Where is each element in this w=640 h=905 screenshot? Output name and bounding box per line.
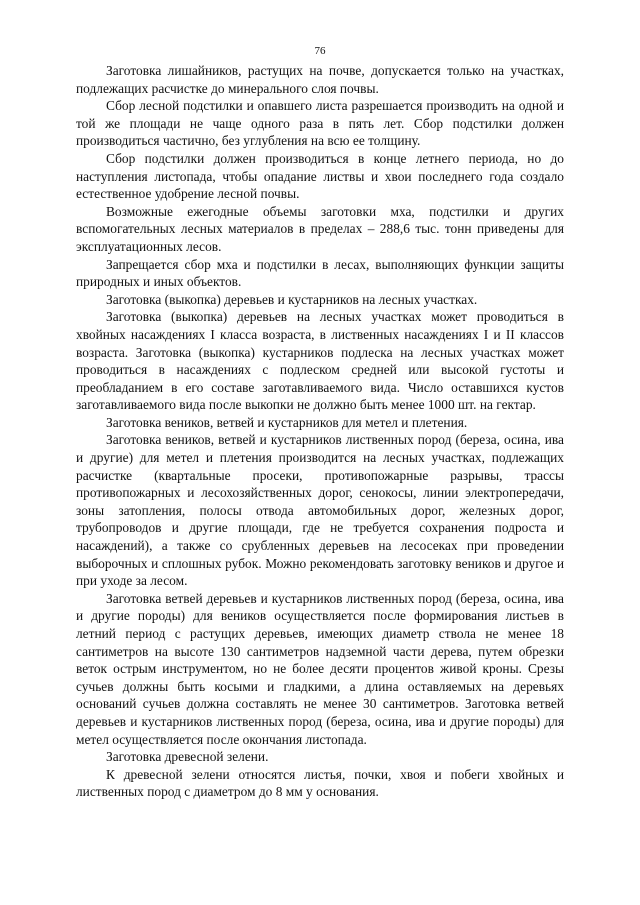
paragraph-branches-rules: Заготовка ветвей деревьев и кустарников лиственных пород (береза, осина, ива и другие породы) для веников осуществляется после формирования листьев в летний период с растущих деревьев, имеющих диаметр ствола не менее 18 сантиметров на высоте 130 сантиметров надземной части дерева, путем обрезки веток острым инструментом, но не более десяти процентов живой кроны. Срезы сучьев должны быть косыми и гладкими, а длина оставляемых на деревьях оснований сучьев должна составлять не менее 30 сантиметров. Заготовка ветвей деревьев и кустарников лиственных пород (береза, осина, ива и другие породы) для метел осуществляется после окончания листопада. bbox=[76, 590, 564, 747]
paragraph-lichen-harvesting: Заготовка лишайников, растущих на почве, допускается только на участках, подлежащих расчистке до минерального слоя почвы. bbox=[76, 63, 564, 96]
paragraph-greenery-definition: К древесной зелени относятся листья, почки, хвоя и побеги хвойных и лиственных пород с диаметром до 8 мм у основания. bbox=[76, 766, 564, 800]
paragraph-litter-timing: Сбор подстилки должен производиться в конце летнего периода, но до наступления листопада, чтобы опадание листвы и хвои последнего года создало естественное удобрение лесной почвы. bbox=[76, 150, 564, 202]
page-number: 76 bbox=[314, 45, 326, 57]
document-body bbox=[76, 62, 564, 801]
paragraph-annual-volumes: Возможные ежегодные объемы заготовки мха, подстилки и других вспомогательных лесных материалов в пределах – 288,6 тыс. тонн приведены для эксплуатационных лесов. bbox=[76, 203, 564, 254]
section-heading-brooms: Заготовка веников, ветвей и кустарников для метел и плетения. bbox=[106, 414, 468, 430]
paragraph-prohibition: Запрещается сбор мха и подстилки в лесах, выполняющих функции защиты природных и иных объектов. bbox=[76, 256, 564, 290]
section-heading-greenery: Заготовка древесной зелени. bbox=[106, 749, 269, 765]
paragraph-digging-rules: Заготовка (выкопка) деревьев на лесных участках может проводиться в хвойных насаждениях I класса возраста, в лиственных насаждениях I и II классов возраста. Заготовка (выкопка) кустарников подлеска на лесных участках может проводиться в насаждениях с подлеском средней или высокой густоты и преобладанием в его составе заготавливаемого вида. Число оставшихся кустов заготавливаемого вида после выкопки не должно быть менее 1000 шт. на гектар. bbox=[76, 309, 564, 413]
paragraph-litter-collection: Сбор лесной подстилки и опавшего листа разрешается производить на одной и той же площади не чаще одного раза в пять лет. Сбор подстилки должен производиться частично, без углубления на всю ее толщину. bbox=[76, 98, 564, 149]
paragraph-brooms-locations: Заготовка веников, ветвей и кустарников лиственных пород (береза, осина, ива и другие) для метел и плетения производится на лесных участках, подлежащих расчистке (квартальные просеки, противопожарные разрывы, трассы противопожарных и лесохозяйственных дорог, сенокосы, линии электропередачи, зоны затопления, полосы отвода автомобильных дорог, железных дорог, трубопроводов и другие площади, где не требуется сохранения подроста и насаждений), а также со срубленных деревьев на лесосеках при проведении выборочных и сплошных рубок. Можно рекомендовать заготовку веников и другое и при уходе за лесом. bbox=[76, 432, 564, 589]
section-heading-digging: Заготовка (выкопка) деревьев и кустарников на лесных участках. bbox=[106, 291, 478, 307]
